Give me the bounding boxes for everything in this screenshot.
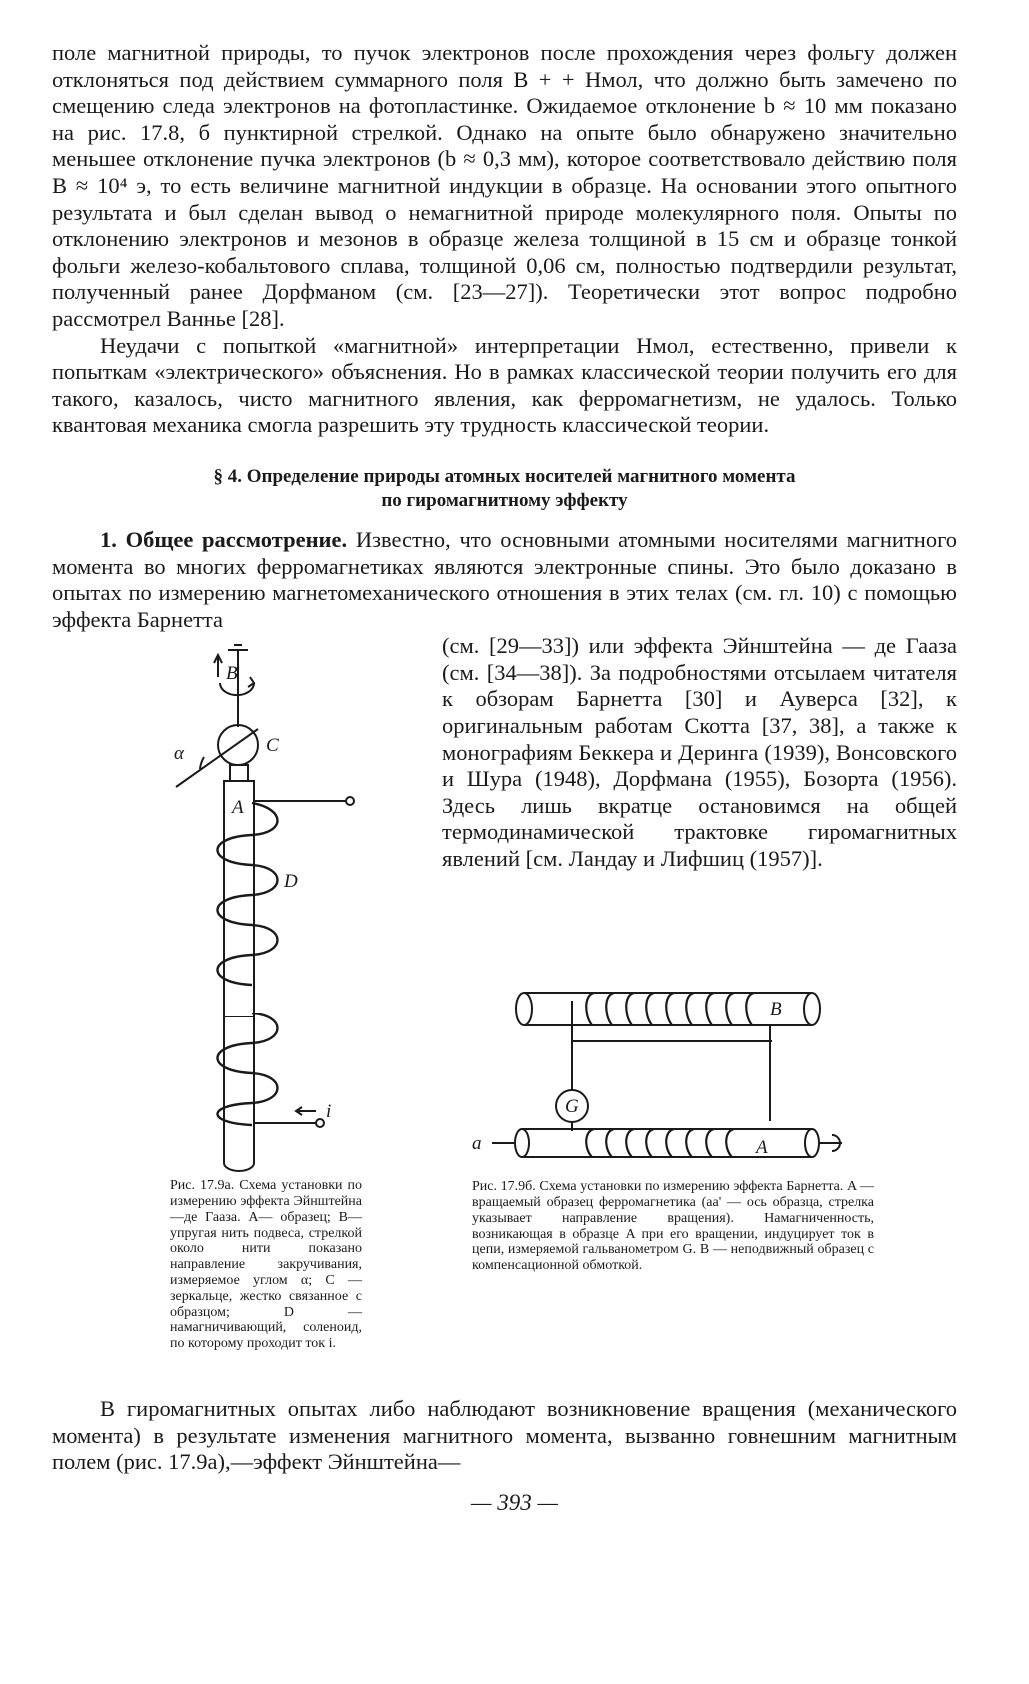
page-body bbox=[52, 40, 958, 1352]
label-D: D bbox=[284, 871, 298, 893]
paragraph-bottom: В гиромагнитных опытах либо наблюдают возникновение вращения (механического момента) в результате изменения магнитного момента, вызванно говнешним магнитным полем (рис. 17.9а),—эффект Эйнштейна— bbox=[52, 1396, 957, 1475]
section-title bbox=[52, 465, 957, 513]
bottom-text bbox=[52, 1396, 957, 1476]
label-alpha: α bbox=[174, 743, 184, 765]
label-A-barnett: A bbox=[756, 1137, 768, 1159]
einstein-de-haas-diagram bbox=[156, 637, 418, 1017]
label-B-barnett: B bbox=[770, 999, 782, 1021]
page-number: — 393 — bbox=[471, 1490, 558, 1515]
figure-17-9a-upper bbox=[156, 637, 418, 1017]
wrap-paragraph: (см. [29—33]) или эффекта Эйнштейна — де Гааза (см. [34—38]). За подробностями отсылаем читателя к обзорам Барнетта [30] и Ауверса [32], к оригинальным работам Скотта [37, 38], а также к монографиям Беккера и Деринга (1939), Вонсовского и Шура (1948), Дорфмана (1955), Бозорта (1956). Здесь лишь вкратце остановимся на общей термодинамической трактовке гиромагнитных явлений [см. Ландау и Лифшиц (1957)]. bbox=[442, 633, 957, 872]
subhead: 1. Общее рассмотрение. bbox=[100, 526, 348, 552]
caption-17-9b: Рис. 17.9б. Схема установки по измерению эффекта Барнетта. A — вращаемый образец ферромагнетика (aa' — ось образца, стрелка указывает направление вращения). Намагниченность, возникающая в образце A при его вращении, индуцирует ток в цепи, измеряемой гальванометром G. B — неподвижный образец с компенсационной обмоткой. bbox=[472, 1179, 874, 1274]
label-B: B bbox=[226, 663, 238, 685]
paragraph-1: поле магнитной природы, то пучок электронов после прохождения через фольгу должен отклоняться под действием суммарного поля B + + Hмол, что должно быть замечено по смещению следа электронов на фотопластинке. Ожидаемое отклонение b ≈ 10 мм показано на рис. 17.8, б пунктирной стрелкой. Однако на опыте было обнаружено значительно меньшее отклонение пучка электронов (b ≈ 0,3 мм), которое соответствовало действию поля B ≈ 10⁴ э, то есть величине магнитной индукции в образце. На основании этого опытного результата и был сделан вывод о немагнитной природе молекулярного поля. Опыты по отклонению электронов и мезонов в образце железа толщиной в 15 см и образце тонкой фольги железо-кобальтового сплава, толщиной 0,06 см, полностью подтвердили результат, полученный ранее Дорфманом (см. [23—27]). Теоретически этот вопрос подробно рассмотрел Ваннье [28]. bbox=[52, 40, 957, 331]
label-C: C bbox=[266, 735, 279, 757]
section-title-line2: по гиромагнитному эффекту bbox=[381, 489, 628, 511]
barnett-diagram bbox=[452, 971, 842, 1171]
caption-17-9a: Рис. 17.9а. Схема установки по измерению эффекта Эйнштейна—де Гааза. A— образец; B—упругая нить подвеса, стрелкой около нити показано направление закручивания, измеряемое углом α; C — зеркальце, жестко связанное с образцом; D — намагничивающий, соленоид, по которому проходит ток i. bbox=[170, 1178, 362, 1352]
label-A: A bbox=[232, 797, 244, 819]
paragraph-3 bbox=[52, 527, 957, 633]
paragraph-2: Неудачи с попыткой «магнитной» интерпретации Hмол, естественно, привели к попыткам «электрического» объяснения. Но в рамках классической теории получить его для такого, казалось, чисто магнитного явления, как ферромагнетизм, не удалось. Только квантовая механика смогла разрешить эту трудность классической теории. bbox=[52, 332, 957, 438]
label-i: i bbox=[326, 1101, 332, 1123]
subhead-text: Известно, что основными атомными носителями магнитного момента во многих ферромагнетиках являются электронные спины. Это было доказано в опытах по измерению магнетомеханического отношения в этих телах (см. гл. 10) с помощью эффекта Барнетта bbox=[52, 526, 958, 632]
label-a: a bbox=[472, 1133, 482, 1155]
section-title-line1: § 4. Определение природы атомных носителей магнитного момента bbox=[213, 465, 796, 487]
figure-row bbox=[52, 633, 957, 1352]
label-G: G bbox=[565, 1096, 579, 1118]
einstein-de-haas-diagram-lower bbox=[156, 1013, 396, 1173]
